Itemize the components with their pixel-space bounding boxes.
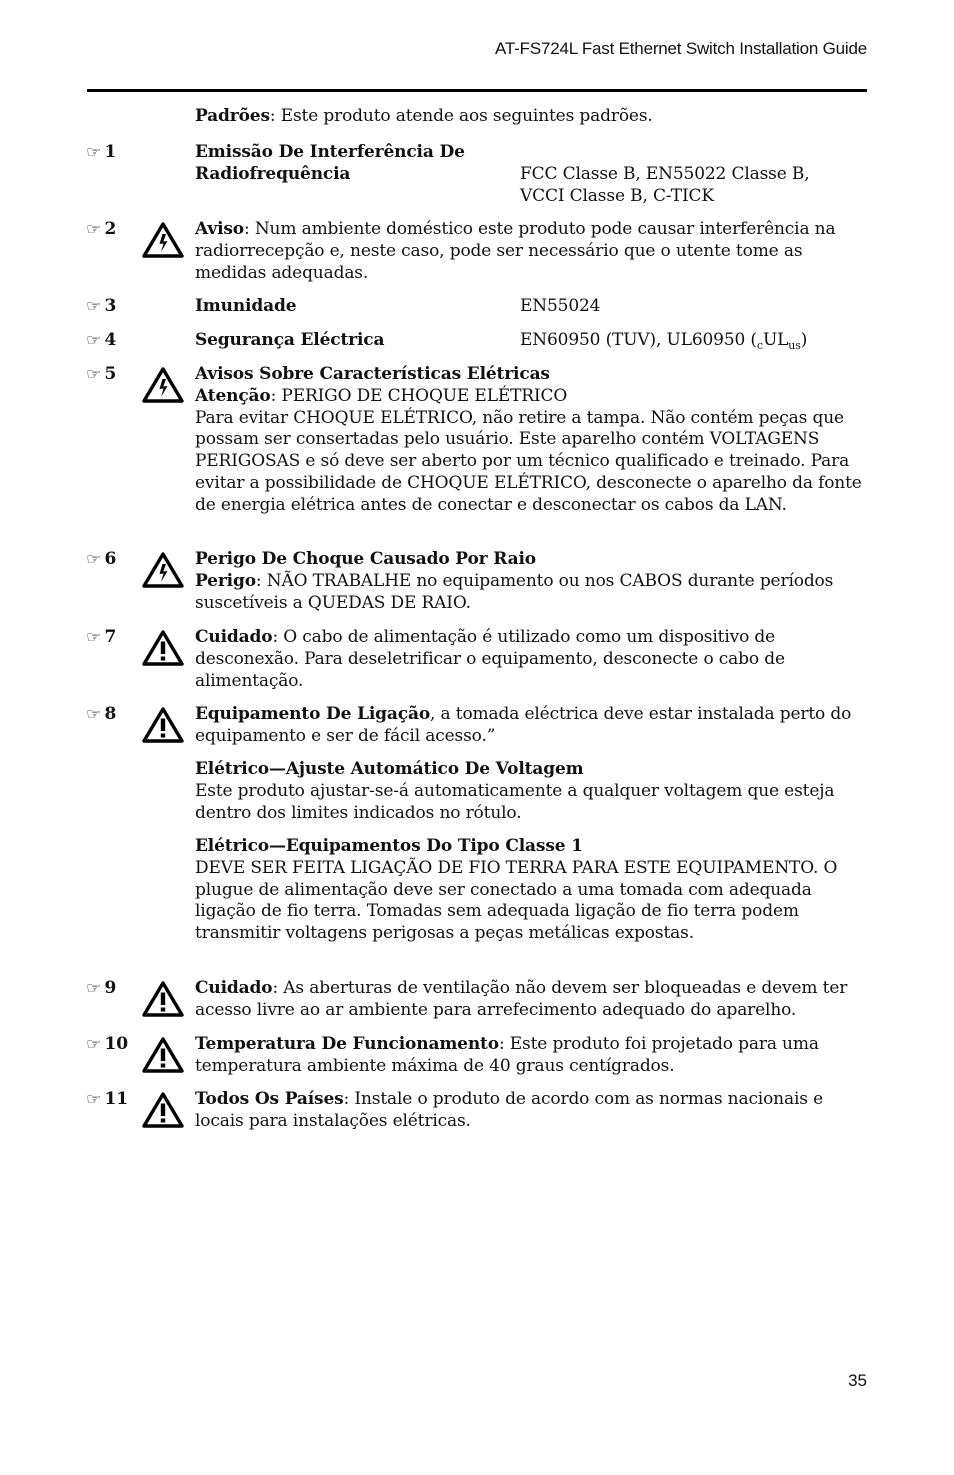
- item-1-value: FCC Classe B, EN55022 Classe B, VCCI Classe B, C-TICK: [520, 164, 810, 206]
- item-number-1: ☞ 1: [85, 142, 117, 162]
- pointing-hand-icon: ☞: [85, 220, 102, 238]
- item-number-2: ☞ 2: [85, 219, 117, 239]
- lightning-warning-icon: [141, 366, 185, 404]
- pointing-hand-icon: ☞: [85, 365, 102, 383]
- pointing-hand-icon: ☞: [85, 1035, 102, 1053]
- exclamation-warning-icon: [141, 706, 185, 744]
- item-3-label: Imunidade: [195, 296, 297, 316]
- exclamation-warning-icon: [141, 1091, 185, 1129]
- item-1-label: Emissão De Interferência De Radiofrequência: [195, 142, 465, 184]
- item-2-text: Aviso: Num ambiente doméstico este produto pode causar interferência na radiorrecepção e, neste caso, pode ser necessário que o utente tome as medidas adequadas.: [195, 219, 836, 283]
- item-number-6: ☞ 6: [85, 549, 117, 569]
- item-3-value: EN55024: [520, 296, 601, 316]
- item-4-value: EN60950 (TUV), UL60950 $(_cUL_{us})$: [520, 330, 808, 352]
- item-number-7: ☞ 7: [85, 627, 117, 647]
- pointing-hand-icon: ☞: [85, 297, 102, 315]
- item-number-4: ☞ 4: [85, 330, 117, 350]
- header-rule: [87, 89, 867, 92]
- item-10-text: Temperatura De Funcionamento: Este produto foi projetado para uma temperatura ambiente máxima de 40 graus centígrados.: [195, 1034, 819, 1076]
- item-11-text: Todos Os Países: Instale o produto de acordo com as normas nacionais e locais para instalações elétricas.: [195, 1089, 823, 1131]
- intro-paragraph: [195, 106, 867, 128]
- item-number-8: ☞ 8: [85, 704, 117, 724]
- item-6-text: Perigo De Choque Causado Por Raio Perigo: NÃO TRABALHE no equipamento ou nos CABOS durante períodos suscetíveis a QUEDAS DE RAIO.: [195, 549, 834, 613]
- pointing-hand-icon: ☞: [85, 550, 102, 568]
- lightning-warning-icon: [141, 221, 185, 259]
- item-number-3: ☞ 3: [85, 296, 117, 316]
- pointing-hand-icon: ☞: [85, 628, 102, 646]
- exclamation-warning-icon: [141, 980, 185, 1018]
- item-number-9: ☞ 9: [85, 978, 117, 998]
- item-number-5: ☞ 5: [85, 364, 117, 384]
- item-4-label: Segurança Eléctrica: [195, 330, 385, 350]
- item-9-text: Cuidado: As aberturas de ventilação não devem ser bloqueadas e devem ter acesso livre ao ar ambiente para arrefecimento adequado do aparelho.: [195, 978, 848, 1020]
- pointing-hand-icon: ☞: [85, 1090, 102, 1108]
- running-header: AT-FS724L Fast Ethernet Switch Installation Guide: [495, 39, 867, 58]
- exclamation-warning-icon: [141, 1036, 185, 1074]
- intro-text: : Este produto atende aos seguintes padrões.: [269, 106, 653, 126]
- class1-paragraph: Elétrico—Equipamentos Do Tipo Classe 1 DEVE SER FEITA LIGAÇÃO DE FIO TERRA PARA ESTE EQUIPAMENTO. O plugue de alimentação deve ser conectado a uma tomada com adequada ligação de fio terra. Tomadas sem adequada ligação de fio terra podem transmitir voltagens perigosas a peças metálicas expostas.: [195, 836, 838, 944]
- pointing-hand-icon: ☞: [85, 143, 102, 161]
- item-7-text: Cuidado: O cabo de alimentação é utilizado como um dispositivo de desconexão. Para deseletrificar o equipamento, desconecte o cabo de alimentação.: [195, 627, 785, 691]
- exclamation-warning-icon: [141, 629, 185, 667]
- pointing-hand-icon: ☞: [85, 705, 102, 723]
- intro-label: Padrões: [195, 106, 270, 126]
- item-number-11: ☞ 11: [85, 1089, 129, 1109]
- page-number: 35: [848, 1371, 867, 1390]
- pointing-hand-icon: ☞: [85, 979, 102, 997]
- pointing-hand-icon: ☞: [85, 331, 102, 349]
- lightning-warning-icon: [141, 551, 185, 589]
- item-8-text: Equipamento De Ligação, a tomada eléctrica deve estar instalada perto do equipamento e ser de fácil acesso.”: [195, 704, 852, 746]
- voltage-paragraph: Elétrico—Ajuste Automático De Voltagem Este produto ajustar-se-á automaticamente a qualquer voltagem que esteja dentro dos limites indicados no rótulo.: [195, 759, 835, 823]
- item-5-text: Avisos Sobre Características Elétricas Atenção: PERIGO DE CHOQUE ELÉTRICO Para evitar CHOQUE ELÉTRICO, não retire a tampa. Não contém peças que possam ser consertadas pelo usuário. Este aparelho contém VOLTAGENS PERIGOSAS e só deve ser aberto por um técnico qualificado e treinado. Para evitar a possibilidade de CHOQUE ELÉTRICO, desconecte o aparelho da fonte de energia elétrica antes de conectar e desconectar os cabos da LAN.: [195, 364, 862, 515]
- item-number-10: ☞ 10: [85, 1034, 129, 1054]
